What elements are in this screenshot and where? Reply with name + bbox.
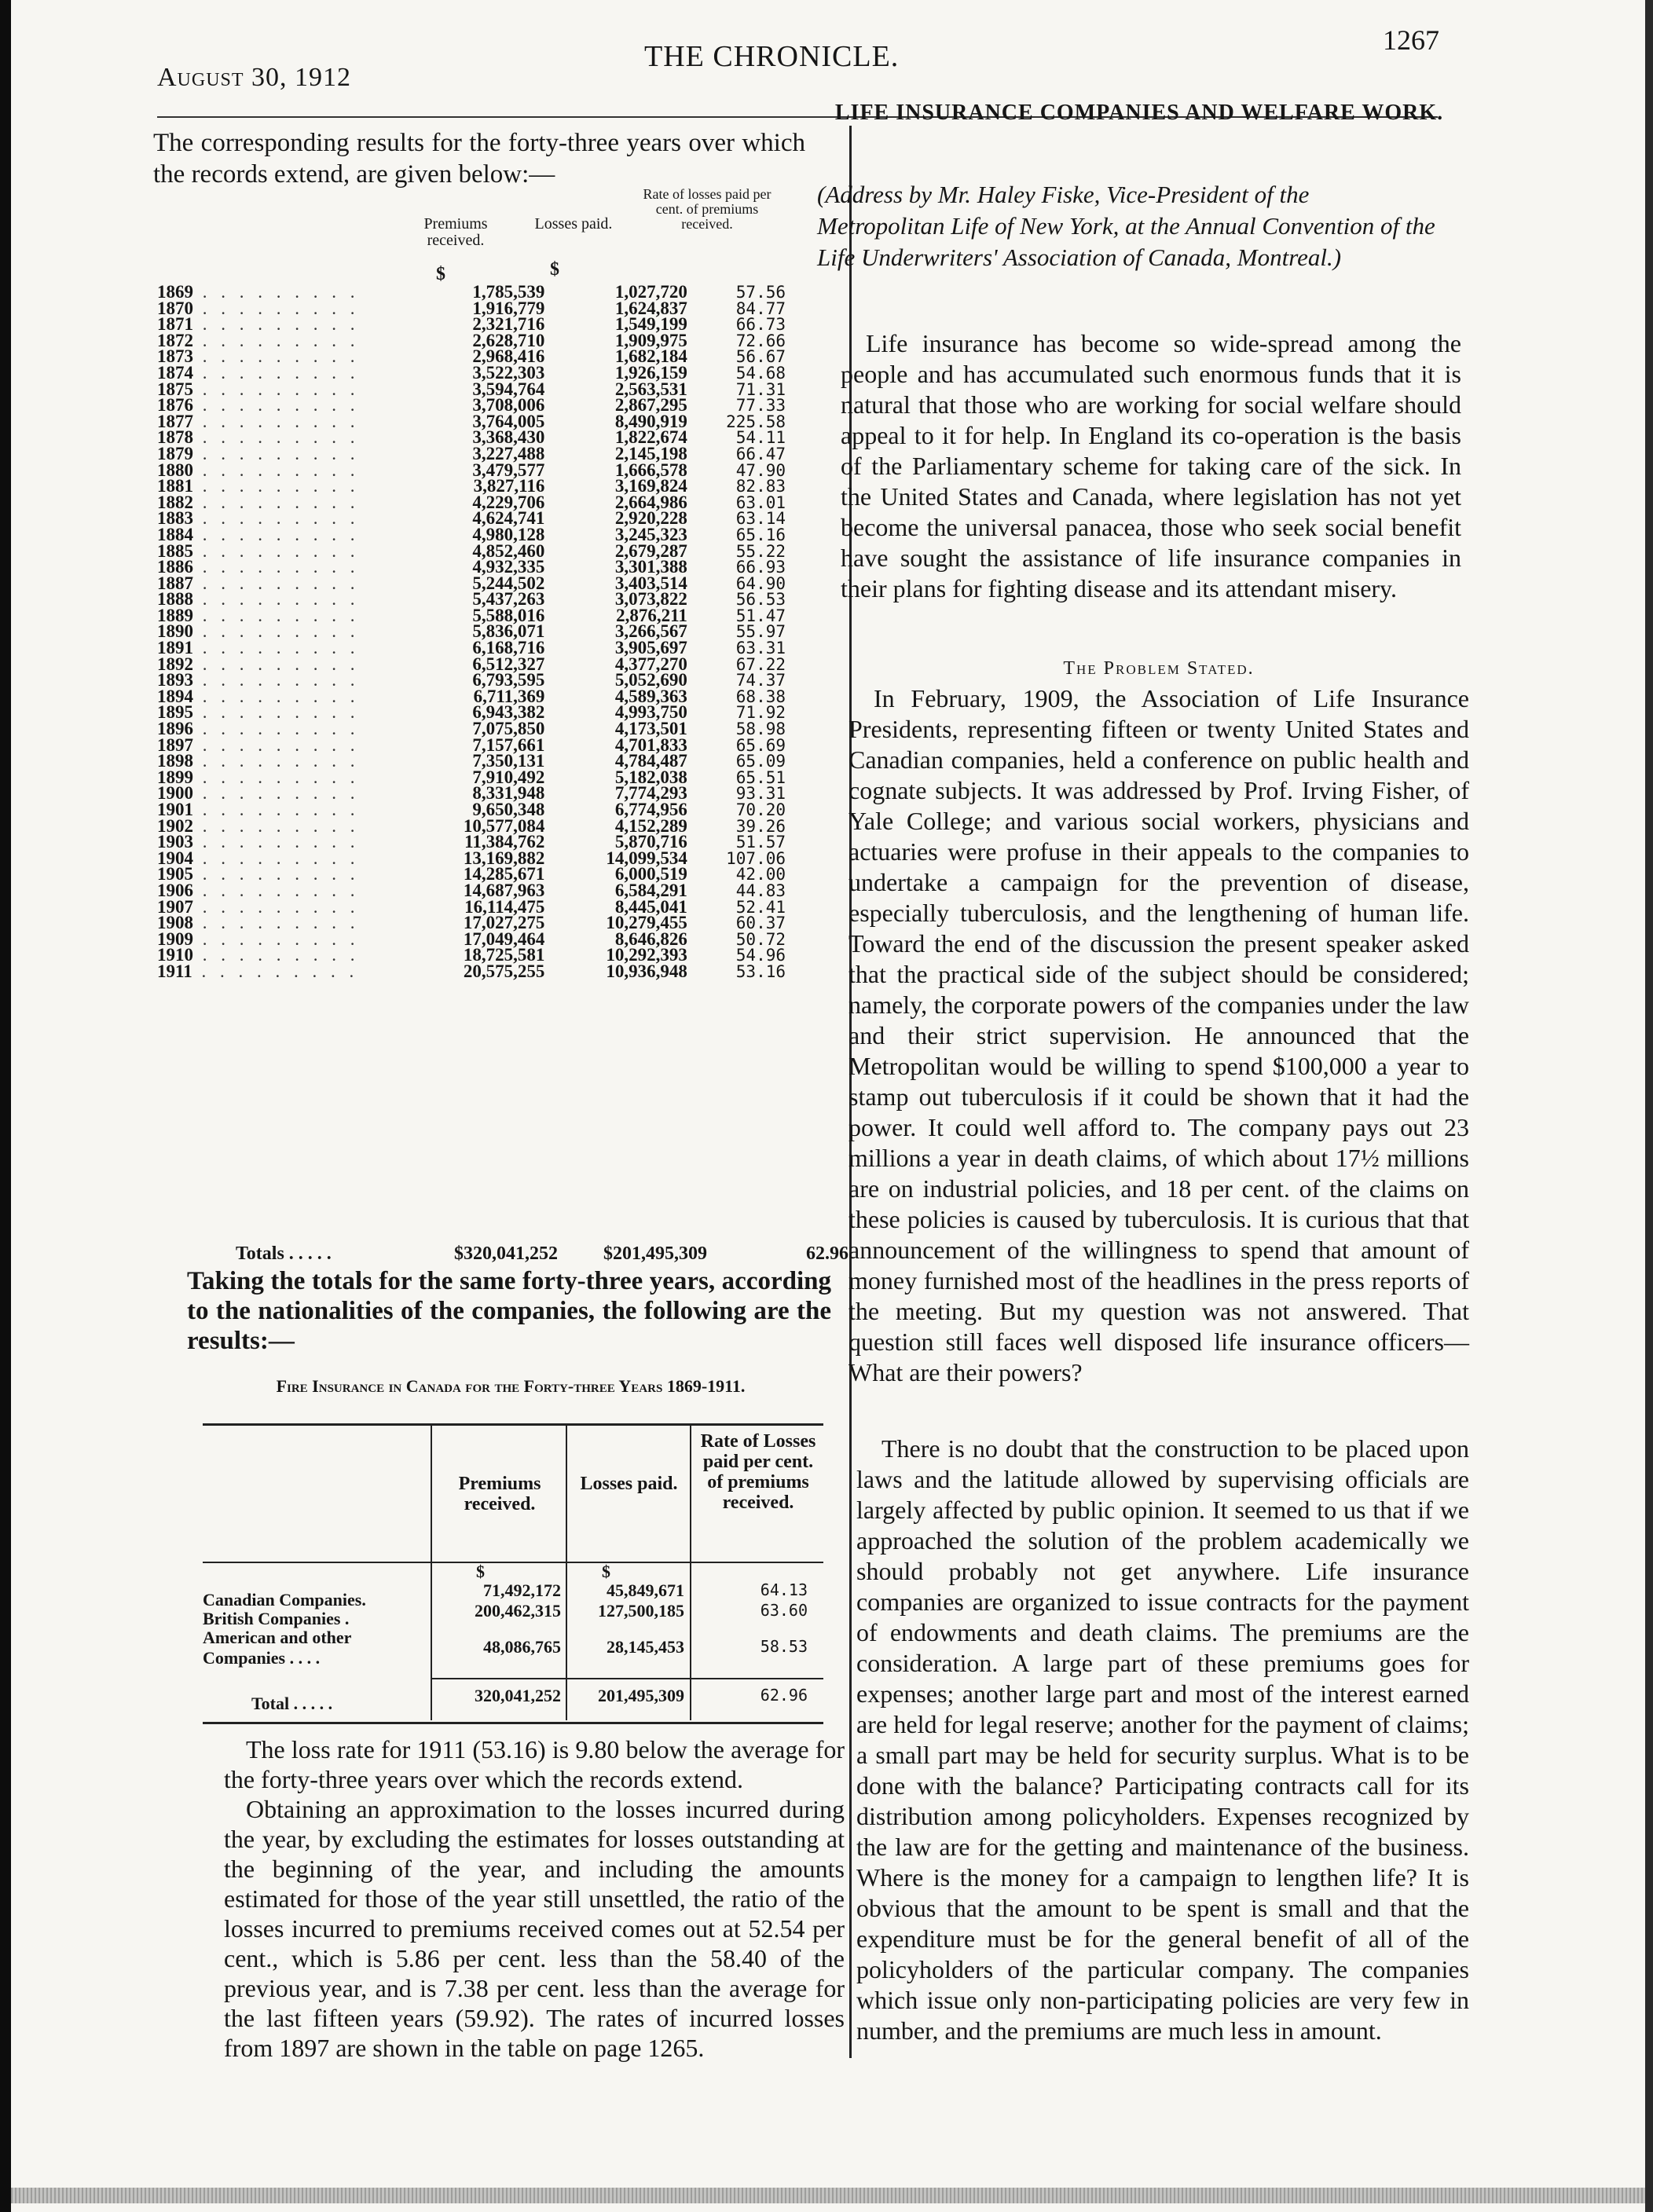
year-row-losses: 7,774,293 xyxy=(614,783,687,804)
year-row-rate: 55.22 xyxy=(735,541,786,561)
year-row-year: 1896 xyxy=(157,719,193,739)
year-row-losses: 4,173,501 xyxy=(614,719,687,739)
leader-dots: . . . . . . . . . xyxy=(193,832,360,852)
year-row-year: 1876 xyxy=(157,395,193,416)
year-row-premiums: 10,577,084 xyxy=(463,815,545,836)
year-row-losses: 4,701,833 xyxy=(614,734,687,755)
year-row-losses: 1,682,184 xyxy=(614,346,687,367)
year-row-rate: 52.41 xyxy=(735,897,786,917)
year-row-losses: 3,169,824 xyxy=(614,476,687,496)
year-row-losses: 5,052,690 xyxy=(614,670,687,690)
leader-dots: . . . . . . . . . xyxy=(193,928,360,949)
year-row-rate: 56.53 xyxy=(735,590,786,610)
year-row-rate: 63.01 xyxy=(735,493,786,512)
year-row-year: 1869 xyxy=(157,282,193,302)
scan-edge-left xyxy=(0,0,11,2212)
scan-edge-right xyxy=(1645,0,1653,2212)
leader-dots: . . . . . . . . . xyxy=(193,864,360,884)
leader-dots: . . . . . . . . . xyxy=(193,476,360,496)
year-row-rate: 57.56 xyxy=(735,283,786,302)
leader-dots: . . . . . . . . . xyxy=(193,298,360,318)
yearly-results-table xyxy=(157,284,801,980)
year-row-losses: 5,870,716 xyxy=(614,832,687,852)
year-row-premiums: 16,114,475 xyxy=(464,896,545,917)
year-row-rate: 71.92 xyxy=(735,703,786,723)
year-row-rate: 67.22 xyxy=(735,654,786,674)
nat-row-rate: 64.13 xyxy=(760,1580,808,1599)
nat-head-rate: Rate of Losses paid per cent. of premiums received. xyxy=(700,1431,816,1513)
page-number: 1267 xyxy=(1383,24,1439,56)
year-row-losses: 1,624,837 xyxy=(614,298,687,318)
year-row-rate: 107.06 xyxy=(726,848,786,868)
year-row-losses: 3,301,388 xyxy=(614,557,687,577)
year-row-premiums: 20,575,255 xyxy=(463,961,545,981)
leader-dots: . . . . . . . . . xyxy=(193,880,360,900)
table-bottom-rule xyxy=(203,1722,823,1724)
year-row-premiums: 6,512,327 xyxy=(472,654,545,674)
leader-dots: . . . . . . . . . xyxy=(193,443,360,463)
year-row-rate: 63.31 xyxy=(735,639,786,658)
nat-row-premiums: 71,492,172 xyxy=(483,1580,561,1600)
totals-label: Totals . . . . . xyxy=(236,1243,332,1264)
year-row-premiums: 6,793,595 xyxy=(472,670,545,690)
year-row-year: 1872 xyxy=(157,330,193,350)
year-row-year: 1894 xyxy=(157,686,193,706)
currency-losses: $ xyxy=(550,259,559,280)
year-row-premiums: 6,711,369 xyxy=(473,686,545,706)
leader-dots: . . . . . . . . . xyxy=(193,427,360,448)
leader-dots: . . . . . . . . . xyxy=(193,282,360,302)
year-row-year: 1884 xyxy=(157,524,193,544)
year-row-year: 1888 xyxy=(157,589,193,610)
currency-premiums: $ xyxy=(436,264,445,284)
leader-dots: . . . . . . . . . xyxy=(193,751,360,771)
nat-head-premiums: Premiums received. xyxy=(458,1474,541,1514)
leader-dots: . . . . . . . . . xyxy=(193,767,360,787)
year-row-rate: 63.14 xyxy=(735,509,786,529)
leader-dots: . . . . . . . . . xyxy=(193,508,360,529)
year-row-year: 1887 xyxy=(157,573,193,593)
year-row-year: 1911 xyxy=(157,961,192,981)
year-row-year: 1898 xyxy=(157,751,193,771)
year-row-year: 1873 xyxy=(157,346,193,367)
leader-dots: . . . . . . . . . xyxy=(193,702,360,723)
year-row-year: 1880 xyxy=(157,460,193,480)
year-row-premiums: 3,594,764 xyxy=(472,379,545,399)
leader-dots: . . . . . . . . . xyxy=(192,961,359,981)
leader-dots: . . . . . . . . . xyxy=(193,800,360,819)
year-row-rate: 66.73 xyxy=(735,315,786,335)
year-row-year: 1893 xyxy=(157,670,193,690)
year-row-premiums: 1,785,539 xyxy=(472,282,545,302)
leader-dots: . . . . . . . . . xyxy=(193,719,360,739)
year-row-year: 1895 xyxy=(157,702,193,723)
leader-dots: . . . . . . . . . xyxy=(193,362,360,383)
year-row-premiums: 4,229,706 xyxy=(472,492,545,512)
year-row-losses: 3,266,567 xyxy=(614,621,687,642)
leader-dots: . . . . . . . . . xyxy=(193,605,360,625)
year-row-premiums: 5,244,502 xyxy=(472,573,545,593)
year-row-rate: 82.83 xyxy=(735,477,786,496)
year-row-rate: 44.83 xyxy=(735,881,786,900)
year-row-year: 1871 xyxy=(157,314,193,335)
year-row-premiums: 3,827,116 xyxy=(473,476,545,496)
scan-edge-bottom xyxy=(11,2188,1645,2203)
year-row-premiums: 7,157,661 xyxy=(472,734,545,755)
nationality-intro: Taking the totals for the same forty-three years, according to the nationalities of the companies, the following are the results:— xyxy=(187,1267,831,1355)
year-row-year: 1903 xyxy=(157,832,193,852)
nat-row-premiums: 200,462,315 xyxy=(475,1601,561,1621)
year-row-premiums: 7,910,492 xyxy=(472,767,545,787)
totals-rate: 62.96 xyxy=(806,1243,848,1264)
year-row-premiums: 2,628,710 xyxy=(472,330,545,350)
article-byline: (Address by Mr. Haley Fiske, Vice-President of the Metropolitan Life of New York, at the Annual Convention of the Life Underwriters' Association of Canada, Montreal.) xyxy=(817,181,1435,271)
year-row-losses: 8,490,919 xyxy=(614,411,687,431)
year-row-losses: 4,589,363 xyxy=(614,686,687,706)
year-row-losses: 3,073,822 xyxy=(614,589,687,610)
year-row-year: 1891 xyxy=(157,638,193,658)
table-top-rule xyxy=(203,1423,823,1426)
year-row-premiums: 14,687,963 xyxy=(463,880,545,900)
totals-losses: $201,495,309 xyxy=(603,1243,707,1264)
year-row-losses: 2,563,531 xyxy=(614,379,687,399)
year-row-rate: 54.68 xyxy=(735,363,786,383)
year-row-rate: 66.47 xyxy=(735,444,786,463)
year-row-rate: 65.09 xyxy=(735,752,786,771)
year-row-losses: 2,867,295 xyxy=(614,395,687,416)
year-row-losses: 2,664,986 xyxy=(614,492,687,512)
year-row-year: 1890 xyxy=(157,621,193,642)
year-row-year: 1878 xyxy=(157,427,193,448)
nat-row-label: American and other Companies . . . . xyxy=(203,1628,352,1668)
year-row-premiums: 3,368,430 xyxy=(472,427,545,448)
year-row-losses: 2,679,287 xyxy=(614,540,687,561)
year-row-losses: 2,920,228 xyxy=(614,508,687,529)
year-row-losses: 1,666,578 xyxy=(614,460,687,480)
leader-dots: . . . . . . . . . xyxy=(193,573,360,593)
year-row-losses: 1,926,159 xyxy=(614,362,687,383)
nat-row-losses: 45,849,671 xyxy=(607,1580,684,1600)
year-row-losses: 14,099,534 xyxy=(606,848,687,868)
year-row-year: 1877 xyxy=(157,411,193,431)
year-row-premiums: 5,836,071 xyxy=(472,621,545,642)
leader-dots: . . . . . . . . . xyxy=(193,346,360,367)
results-intro: The corresponding results for the forty-three years over which the records extend, are given below:— xyxy=(153,129,805,189)
issue-date: August 30, 1912 xyxy=(157,63,352,92)
year-row-losses: 1,822,674 xyxy=(614,427,687,448)
year-row-losses: 4,377,270 xyxy=(614,654,687,674)
year-row-losses: 10,292,393 xyxy=(606,945,687,965)
year-row-premiums: 3,764,005 xyxy=(472,411,545,431)
year-row-premiums: 17,049,464 xyxy=(463,928,545,949)
year-row-year: 1886 xyxy=(157,557,193,577)
year-row-rate: 56.67 xyxy=(735,347,786,367)
year-row-rate: 71.31 xyxy=(735,379,786,399)
year-row-rate: 65.51 xyxy=(735,767,786,787)
year-row-premiums: 11,384,762 xyxy=(464,832,545,852)
table-vrule-2 xyxy=(566,1423,567,1720)
year-row-premiums: 3,522,303 xyxy=(472,362,545,383)
nat-row-rate: 63.60 xyxy=(760,1601,808,1620)
year-row-year: 1875 xyxy=(157,379,193,399)
article-subheading: The Problem Stated. xyxy=(1063,658,1255,679)
year-row-premiums: 1,916,779 xyxy=(472,298,545,318)
leader-dots: . . . . . . . . . xyxy=(193,524,360,544)
nat-total-losses: 201,495,309 xyxy=(598,1686,684,1705)
year-row-premiums: 5,588,016 xyxy=(472,605,545,625)
leader-dots: . . . . . . . . . xyxy=(193,848,360,868)
leader-dots: . . . . . . . . . xyxy=(193,330,360,350)
year-row-premiums: 3,479,577 xyxy=(472,460,545,480)
year-row-losses: 1,027,720 xyxy=(614,282,687,302)
leader-dots: . . . . . . . . . xyxy=(193,557,360,577)
nat-head-losses: Losses paid. xyxy=(580,1474,678,1494)
year-row-rate: 77.33 xyxy=(735,396,786,416)
totals-premiums: $320,041,252 xyxy=(454,1243,558,1264)
year-row-rate: 225.58 xyxy=(726,412,786,431)
leader-dots: . . . . . . . . . xyxy=(193,395,360,416)
nat-total-premiums: 320,041,252 xyxy=(475,1686,561,1705)
leader-dots: . . . . . . . . . xyxy=(193,589,360,610)
year-row-premiums: 13,169,882 xyxy=(463,848,545,868)
year-row-year: 1892 xyxy=(157,654,193,674)
year-row-rate: 53.16 xyxy=(735,961,786,981)
year-row-premiums: 8,331,948 xyxy=(472,783,545,804)
year-row-year: 1905 xyxy=(157,864,193,884)
year-row-year: 1885 xyxy=(157,540,193,561)
year-row xyxy=(157,964,801,980)
year-row-losses: 6,584,291 xyxy=(614,880,687,900)
masthead-title: THE CHRONICLE. xyxy=(644,40,900,73)
year-row-rate: 39.26 xyxy=(735,816,786,836)
year-row-losses: 3,403,514 xyxy=(614,573,687,593)
year-row-rate: 64.90 xyxy=(735,573,786,593)
year-row-rate: 54.11 xyxy=(735,428,786,448)
year-row-losses: 4,784,487 xyxy=(614,751,687,771)
year-row-rate: 54.96 xyxy=(735,946,786,965)
year-row-year: 1882 xyxy=(157,492,193,512)
year-row-rate: 50.72 xyxy=(735,929,786,949)
year-row-premiums: 9,650,348 xyxy=(472,800,545,819)
table-vrule-1 xyxy=(431,1423,432,1720)
leader-dots: . . . . . . . . . xyxy=(193,783,360,804)
year-row-year: 1897 xyxy=(157,734,193,755)
year-row-rate: 60.37 xyxy=(735,914,786,933)
leader-dots: . . . . . . . . . xyxy=(193,654,360,674)
year-row-losses: 10,936,948 xyxy=(606,961,687,981)
nat-row-rate: 58.53 xyxy=(760,1637,808,1656)
year-row-losses: 2,876,211 xyxy=(616,605,687,625)
totals-row xyxy=(236,1243,848,1265)
leader-dots: . . . . . . . . . xyxy=(193,621,360,642)
year-row-rate: 74.37 xyxy=(735,671,786,690)
article-title: LIFE INSURANCE COMPANIES AND WELFARE WORK. xyxy=(834,101,1444,125)
year-row-rate: 65.16 xyxy=(735,525,786,544)
year-row-rate: 51.47 xyxy=(735,606,786,625)
col-head-losses: Losses paid. xyxy=(534,215,613,233)
year-row-rate: 58.98 xyxy=(735,720,786,739)
year-row-losses: 6,774,956 xyxy=(614,800,687,819)
leader-dots: . . . . . . . . . xyxy=(193,686,360,706)
loss-rate-paragraph: The loss rate for 1911 (53.16) is 9.80 below the average for the forty-three years over which the records extend. xyxy=(224,1735,845,1793)
nat-total-rate: 62.96 xyxy=(760,1686,808,1705)
year-row-year: 1870 xyxy=(157,298,193,318)
nationality-table xyxy=(203,1423,823,1728)
year-row-rate: 55.97 xyxy=(735,622,786,642)
nat-currency-premiums: $ xyxy=(476,1562,485,1581)
year-row-year: 1906 xyxy=(157,880,193,900)
year-row-losses: 8,445,041 xyxy=(614,896,687,917)
year-row-premiums: 17,027,275 xyxy=(463,913,545,933)
year-row-premiums: 3,227,488 xyxy=(472,443,545,463)
col-head-premiums: Premiums received. xyxy=(423,215,488,249)
year-row-premiums: 6,168,716 xyxy=(472,638,545,658)
year-row-year: 1904 xyxy=(157,848,193,868)
year-row-rate: 65.69 xyxy=(735,735,786,755)
leader-dots: . . . . . . . . . xyxy=(193,460,360,480)
year-row-year: 1900 xyxy=(157,783,193,804)
nat-row-losses: 127,500,185 xyxy=(598,1601,684,1621)
year-row-losses: 3,245,323 xyxy=(614,524,687,544)
year-row-rate: 47.90 xyxy=(735,460,786,480)
year-row-rate: 70.20 xyxy=(735,800,786,819)
year-row-rate: 42.00 xyxy=(735,865,786,884)
year-row-premiums: 4,624,741 xyxy=(472,508,545,529)
nat-row-premiums: 48,086,765 xyxy=(483,1637,561,1657)
year-row-premiums: 6,943,382 xyxy=(472,702,545,723)
leader-dots: . . . . . . . . . xyxy=(193,492,360,512)
year-row-premiums: 5,437,263 xyxy=(472,589,545,610)
nat-row-losses: 28,145,453 xyxy=(607,1637,684,1657)
year-row-premiums: 18,725,581 xyxy=(463,945,545,965)
table-vrule-3 xyxy=(690,1423,691,1720)
year-row-premiums: 7,350,131 xyxy=(472,751,545,771)
year-row-rate: 93.31 xyxy=(735,784,786,804)
nat-row-label: Canadian Companies. xyxy=(203,1590,366,1610)
year-row-rate: 68.38 xyxy=(735,687,786,706)
leader-dots: . . . . . . . . . xyxy=(193,815,360,836)
year-row-year: 1899 xyxy=(157,767,193,787)
year-row-year: 1909 xyxy=(157,928,193,949)
year-row-year: 1908 xyxy=(157,913,193,933)
article-paragraph-1: Life insurance has become so wide-spread among the people and has accumulated such enormous funds that it is natural that those who are working for social welfare should appeal to it for help. In England its co-operation is the basis of the Parliamentary scheme for taking care of the sick. In the United States and Canada, where legislation has not yet become the universal panacea, those who seek social benefit have sought the assistance of life insurance companies in their plans for fighting disease and its attendant misery. xyxy=(841,329,1461,602)
leader-dots: . . . . . . . . . xyxy=(193,540,360,561)
year-row-losses: 1,549,199 xyxy=(614,314,687,335)
year-row-losses: 4,152,289 xyxy=(614,815,687,836)
table-head-rule xyxy=(203,1562,823,1563)
year-row-year: 1889 xyxy=(157,605,193,625)
leader-dots: . . . . . . . . . xyxy=(193,411,360,431)
year-row-rate: 66.93 xyxy=(735,558,786,577)
year-row-year: 1883 xyxy=(157,508,193,529)
leader-dots: . . . . . . . . . xyxy=(193,379,360,399)
leader-dots: . . . . . . . . . xyxy=(193,913,360,933)
year-row-losses: 4,993,750 xyxy=(614,702,687,723)
year-row-premiums: 2,321,716 xyxy=(472,314,545,335)
article-paragraph-3: There is no doubt that the construction to be placed upon laws and the latitude allowed by supervising officials are largely affected by public opinion. It seemed to us that if we approached the solution of the problem academically we should probably not get anywhere. Life insurance companies are organized to issue contracts for the payment of endowments and death claims. The premiums are the consideration. A large part of these premiums goes for expenses; another large part and most of the interest earned are held for legal reserve; another for the payment of claims; a small part may be held for security surplus. What is to be done with the balance? Participating contracts call for its distribution among policyholders. Expenses recognized by the law are for the getting and maintenance of the business. Where is the money for a campaign to lengthen life? It is obvious that the amount to be spent is small and that the expenditure must be for the general benefit of all of the policyholders of the particular company. The companies which issue only non-participating policies are very few in number, and the premiums are much less in amount. xyxy=(856,1434,1469,2045)
year-row-year: 1881 xyxy=(157,476,193,496)
year-row-losses: 6,000,519 xyxy=(614,864,687,884)
year-row-premiums: 4,932,335 xyxy=(472,557,545,577)
year-row-year: 1902 xyxy=(157,815,193,836)
year-row-premiums: 7,075,850 xyxy=(472,719,545,739)
nat-currency-losses: $ xyxy=(602,1562,610,1581)
loss-rate-text xyxy=(224,1734,845,2063)
year-row-year: 1907 xyxy=(157,896,193,917)
leader-dots: . . . . . . . . . xyxy=(193,734,360,755)
year-row-losses: 3,905,697 xyxy=(614,638,687,658)
leader-dots: . . . . . . . . . xyxy=(193,945,360,965)
year-row-losses: 1,909,975 xyxy=(614,330,687,350)
article-paragraph-2: In February, 1909, the Association of Life Insurance Presidents, representing fifteen or twenty United States and Canadian companies, held a conference on public health and cognate subjects. It was addressed by Prof. Irving Fisher, of Yale College; and various social workers, physicians and actuaries were profuse in their appeals to the companies to undertake a campaign for the prevention of disease, especially tuberculosis, and the lengthening of human life. Toward the end of the discussion the present speaker asked that the practical side of the subject should be considered; namely, the corporate powers of the companies under the law and their strict supervision. He announced that the Metropolitan would be willing to spend $100,000 a year to stamp out tuberculosis if it could be shown that it had the power. It could well afford to. The company pays out 23 millions a year in death claims, of which about 17½ millions are on industrial policies, and 18 per cent. of the claims on these policies is caused by tuberculosis. It is curious that that announcement of the willingness to spend that amount of money furnished most of the headlines in the press reports of the meeting. But my question was not answered. That question still faces well disposed life insurance officers—What are their powers? xyxy=(848,684,1469,1386)
year-row-losses: 10,279,455 xyxy=(606,913,687,933)
year-row-premiums: 2,968,416 xyxy=(472,346,545,367)
year-row-losses: 8,646,826 xyxy=(614,928,687,949)
year-row-premiums: 4,980,128 xyxy=(472,524,545,544)
year-row-year: 1910 xyxy=(157,945,193,965)
year-row-year: 1901 xyxy=(157,800,193,819)
table-sum-rule xyxy=(431,1678,823,1679)
year-row-rate: 51.57 xyxy=(735,833,786,852)
incurred-losses-paragraph: Obtaining an approximation to the losses incurred during the year, by excluding the estimates for losses outstanding at the beginning of the year, and including the amounts estimated for those of the year still unsettled, the ratio of the losses incurred to premiums received comes out at 52.54 per cent., which is 5.86 per cent. less than the 58.40 of the previous year, and is 7.38 per cent. less than the average for the last fifteen years (59.92). The rates of incurred losses from 1897 are shown in the table on page 1265. xyxy=(224,1795,845,2062)
year-row-premiums: 14,285,671 xyxy=(463,864,545,884)
year-row-rate: 72.66 xyxy=(735,331,786,350)
nat-row-label: British Companies . xyxy=(203,1609,350,1628)
year-row-premiums: 3,708,006 xyxy=(472,395,545,416)
leader-dots: . . . . . . . . . xyxy=(193,670,360,690)
year-row-rate: 84.77 xyxy=(735,298,786,318)
year-row-year: 1879 xyxy=(157,443,193,463)
yearly-results-body xyxy=(157,284,801,980)
nationality-caption: Fire Insurance in Canada for the Forty-three Years 1869-1911. xyxy=(276,1376,746,1396)
leader-dots: . . . . . . . . . xyxy=(193,896,360,917)
col-head-rate: Rate of losses paid per cent. of premiums received. xyxy=(643,186,772,232)
year-row-premiums: 4,852,460 xyxy=(472,540,545,561)
leader-dots: . . . . . . . . . xyxy=(193,638,360,658)
year-row-losses: 5,182,038 xyxy=(614,767,687,787)
year-row-losses: 2,145,198 xyxy=(614,443,687,463)
year-row-year: 1874 xyxy=(157,362,193,383)
nat-total-label: Total . . . . . xyxy=(251,1694,333,1713)
leader-dots: . . . . . . . . . xyxy=(193,314,360,335)
